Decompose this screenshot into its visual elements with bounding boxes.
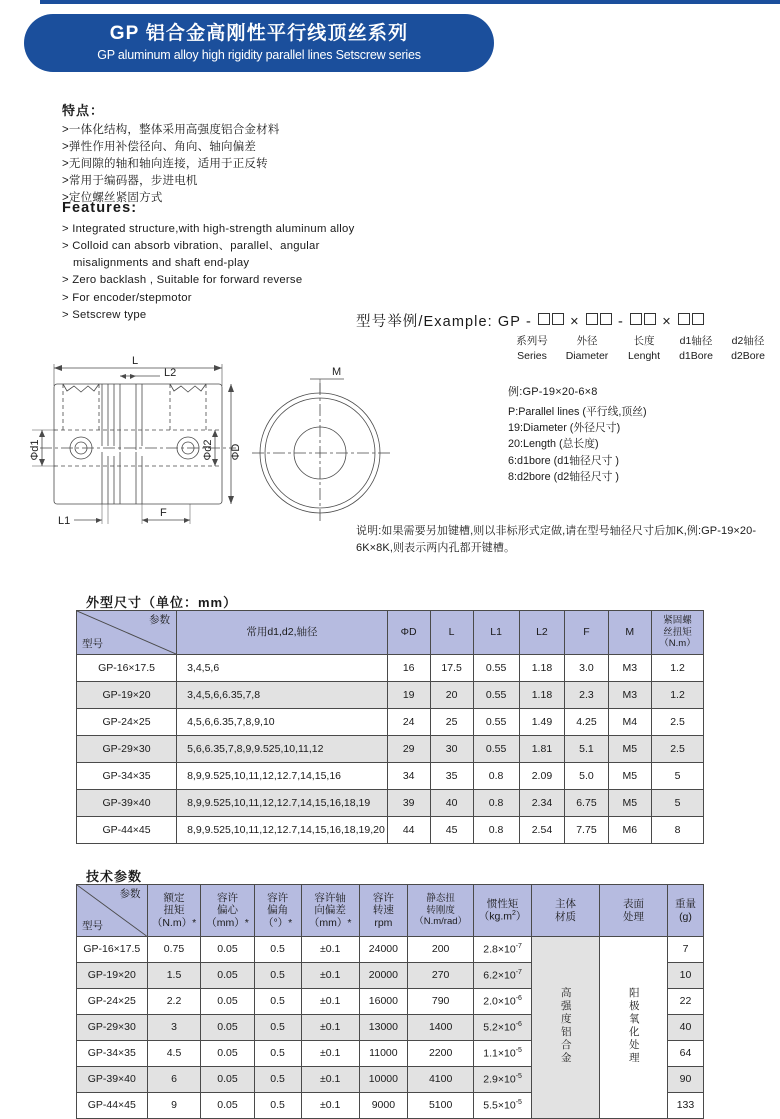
torque-header-line1: 紧固螺 bbox=[663, 614, 692, 626]
legend-cn-d2bore: d2轴径 bbox=[731, 335, 765, 347]
example-detail-list bbox=[508, 404, 647, 485]
hdr-line: 扭矩 bbox=[163, 904, 185, 917]
table2-corner-header bbox=[77, 885, 148, 937]
cell-stiffness: 270 bbox=[408, 963, 474, 989]
cell-weight: 7 bbox=[667, 937, 703, 963]
cell-eccentricity: 0.05 bbox=[201, 963, 254, 989]
cell-inertia bbox=[474, 1041, 532, 1067]
cell-bores: 5,6,6.35,7,8,9,9.525,10,11,12 bbox=[177, 736, 388, 763]
cell-angular: 0.5 bbox=[254, 1015, 301, 1041]
material-text: 高强度铝合金 bbox=[559, 986, 572, 1065]
cell-phiD: 39 bbox=[387, 790, 430, 817]
dimension-label-Phid2: Φd2 bbox=[202, 439, 214, 461]
table2-header-material bbox=[531, 885, 599, 937]
hdr-line: 偏心 bbox=[217, 904, 238, 917]
cell-F: 5.0 bbox=[565, 763, 608, 790]
inertia-exponent: -6 bbox=[515, 1020, 522, 1028]
cell-rated-torque: 1.5 bbox=[147, 963, 201, 989]
dimension-label-M: M bbox=[332, 366, 342, 378]
cell-L: 45 bbox=[430, 817, 473, 844]
legend-cn-d1bore: d1轴径 bbox=[679, 335, 713, 347]
example-sep-dash: - bbox=[618, 314, 624, 330]
cell-L1: 0.55 bbox=[473, 655, 519, 682]
cell-bores: 3,4,5,6,6.35,7,8 bbox=[177, 682, 388, 709]
cell-model: GP-24×25 bbox=[77, 709, 177, 736]
table2-header-eccentricity bbox=[201, 885, 254, 937]
cell-model: GP-44×45 bbox=[77, 1093, 148, 1119]
table2-header-weight bbox=[667, 885, 703, 937]
example-model-prefix: GP - bbox=[497, 314, 532, 330]
inertia-exponent: -5 bbox=[515, 1098, 522, 1106]
cell-stiffness: 790 bbox=[408, 989, 474, 1015]
inertia-mantissa: 2.0×10 bbox=[483, 995, 516, 1008]
example-detail-item: 8:d2bore (d2轴径尺寸 ) bbox=[508, 470, 620, 483]
cell-weight: 90 bbox=[667, 1067, 703, 1093]
cell-axial: ±0.1 bbox=[301, 1041, 359, 1067]
cell-M: M5 bbox=[608, 763, 652, 790]
cell-model: GP-29×30 bbox=[77, 1015, 148, 1041]
cell-L1: 0.55 bbox=[473, 709, 519, 736]
cell-model: GP-34×35 bbox=[77, 763, 177, 790]
cell-weight: 133 bbox=[667, 1093, 703, 1119]
cell-F: 6.75 bbox=[565, 790, 608, 817]
cell-L1: 0.8 bbox=[473, 817, 519, 844]
hdr-line: （mm）* bbox=[206, 916, 249, 929]
feature-item-en: > Integrated structure,with high-strength aluminum alloy bbox=[62, 223, 355, 235]
inertia-exponent: -5 bbox=[515, 1072, 522, 1080]
cell-stiffness: 1400 bbox=[408, 1015, 474, 1041]
legend-cn-length: 长度 bbox=[633, 335, 655, 347]
features-section-cn bbox=[62, 100, 482, 207]
cell-M: M5 bbox=[608, 790, 652, 817]
table1-header-bores: 常用d1,d2,轴径 bbox=[177, 611, 388, 655]
placeholder-box-icon bbox=[600, 313, 612, 325]
cell-L1: 0.8 bbox=[473, 790, 519, 817]
cell-bores: 3,4,5,6 bbox=[177, 655, 388, 682]
cell-model: GP-19×20 bbox=[77, 963, 148, 989]
cell-L: 40 bbox=[430, 790, 473, 817]
cell-weight: 10 bbox=[667, 963, 703, 989]
keyway-note: 说明:如果需要另加键槽,则以非标形式定做,请在型号轴径尺寸后加K,例:GP-19×20-6K×8K,则表示两内孔都开键槽。 bbox=[356, 525, 757, 555]
cell-L: 17.5 bbox=[430, 655, 473, 682]
features-heading-en: Features: bbox=[62, 200, 138, 216]
cell-rpm: 11000 bbox=[359, 1041, 407, 1067]
cell-phiD: 44 bbox=[387, 817, 430, 844]
cell-L2: 2.34 bbox=[519, 790, 565, 817]
feature-item-cn: >定位螺丝紧固方式 bbox=[62, 192, 163, 205]
hdr-line: （N.m）* bbox=[151, 916, 197, 929]
hdr-line: 主体 bbox=[554, 897, 576, 910]
cell-angular: 0.5 bbox=[254, 937, 301, 963]
hdr-line: 容许 bbox=[267, 891, 289, 904]
cell-model: GP-44×45 bbox=[77, 817, 177, 844]
corner-model-label: 型号 bbox=[82, 638, 103, 651]
table1-header-L2: L2 bbox=[519, 611, 565, 655]
specs-table-title: 技术参数 bbox=[86, 869, 143, 884]
banner-title-en: GP aluminum alloy high rigidity parallel lines Setscrew series bbox=[97, 47, 421, 62]
inertia-mantissa: 2.8×10 bbox=[483, 943, 516, 956]
inertia-exponent: -5 bbox=[515, 1046, 522, 1054]
banner-title-cn: GP 铝合金高刚性平行线顶丝系列 bbox=[109, 22, 409, 44]
table2-body bbox=[77, 937, 704, 1119]
hdr-line: 容许 bbox=[217, 891, 238, 904]
product-drawing-end-view bbox=[252, 335, 402, 535]
cell-L2: 2.54 bbox=[519, 817, 565, 844]
placeholder-box-icon bbox=[630, 313, 642, 325]
inertia-exponent: -6 bbox=[515, 994, 522, 1002]
surface-text: 阳极氧化处理 bbox=[627, 986, 640, 1065]
cell-phiD: 34 bbox=[387, 763, 430, 790]
cell-M: M3 bbox=[608, 655, 652, 682]
hdr-line: 额定 bbox=[163, 891, 185, 904]
page-banner bbox=[24, 14, 494, 72]
cell-torque: 8 bbox=[652, 817, 704, 844]
cell-M: M3 bbox=[608, 682, 652, 709]
cell-bores: 4,5,6,6.35,7,8,9,10 bbox=[177, 709, 388, 736]
example-detail-item: P:Parallel lines (平行线,顶丝) bbox=[508, 406, 647, 418]
table1-header-L: L bbox=[430, 611, 473, 655]
cell-phiD: 19 bbox=[387, 682, 430, 709]
cell-M: M5 bbox=[608, 736, 652, 763]
table1-header-phiD: ΦD bbox=[387, 611, 430, 655]
cell-phiD: 29 bbox=[387, 736, 430, 763]
hdr-line-inertia-unit: $(kg.m^2)$ bbox=[478, 910, 527, 923]
example-detail-item: 19:Diameter (外径尺寸) bbox=[508, 422, 621, 435]
table2-header-inertia bbox=[474, 885, 532, 937]
cell-rated-torque: 2.2 bbox=[147, 989, 201, 1015]
hdr-line: rpm bbox=[374, 916, 393, 929]
cell-L2: 1.18 bbox=[519, 655, 565, 682]
feature-item-cn: >弹性作用补偿径向、角向、轴向偏差 bbox=[62, 141, 257, 154]
dimensions-table bbox=[76, 610, 704, 844]
cell-angular: 0.5 bbox=[254, 963, 301, 989]
cell-weight: 64 bbox=[667, 1041, 703, 1067]
table-row bbox=[77, 790, 704, 817]
cell-angular: 0.5 bbox=[254, 989, 301, 1015]
example-detail-item: 20:Length (总长度) bbox=[508, 438, 599, 451]
legend-en-diameter: Diameter bbox=[565, 349, 609, 362]
table1-header-L1: L1 bbox=[473, 611, 519, 655]
inertia-mantissa: 2.9×10 bbox=[483, 1073, 516, 1086]
cell-model: GP-16×17.5 bbox=[77, 937, 148, 963]
cell-model: GP-29×30 bbox=[77, 736, 177, 763]
placeholder-box-icon bbox=[586, 313, 598, 325]
legend-en-length: Lenght bbox=[627, 349, 661, 362]
cell-rpm: 20000 bbox=[359, 963, 407, 989]
hdr-line: 重量 bbox=[674, 897, 696, 910]
cell-stiffness: 5100 bbox=[408, 1093, 474, 1119]
hdr-line: 偏角 bbox=[267, 904, 289, 917]
hdr-line: (g) bbox=[679, 910, 692, 923]
top-rule bbox=[40, 0, 780, 4]
legend-cn-diameter: 外径 bbox=[576, 335, 598, 347]
table-row bbox=[77, 682, 704, 709]
feature-item-cn: >无间隙的轴和轴向连接，适用于正反转 bbox=[62, 158, 268, 171]
cell-M: M4 bbox=[608, 709, 652, 736]
cell-stiffness: 2200 bbox=[408, 1041, 474, 1067]
table1-body bbox=[77, 655, 704, 844]
placeholder-box-icon bbox=[552, 313, 564, 325]
cell-inertia bbox=[474, 963, 532, 989]
cell-material bbox=[531, 937, 599, 1119]
inertia-exponent: -7 bbox=[515, 968, 522, 976]
cell-eccentricity: 0.05 bbox=[201, 1067, 254, 1093]
dimensions-table-title: 外型尺寸（单位：mm） bbox=[86, 595, 238, 610]
cell-rpm: 24000 bbox=[359, 937, 407, 963]
cell-weight: 40 bbox=[667, 1015, 703, 1041]
hdr-line: 容许 bbox=[372, 891, 394, 904]
table2-header-rpm bbox=[359, 885, 407, 937]
hdr-line: （N.m/rad） bbox=[414, 916, 468, 928]
cell-axial: ±0.1 bbox=[301, 963, 359, 989]
cell-bores: 8,9,9.525,10,11,12,12.7,14,15,16,18,19 bbox=[177, 790, 388, 817]
placeholder-box-icon bbox=[538, 313, 550, 325]
hdr-line: 处理 bbox=[622, 910, 644, 923]
table1-header-torque bbox=[652, 611, 704, 655]
cell-model: GP-39×40 bbox=[77, 790, 177, 817]
table1-corner-header bbox=[77, 611, 177, 655]
cell-inertia bbox=[474, 989, 532, 1015]
features-heading-cn: 特点： bbox=[62, 103, 105, 118]
hdr-line: 惯性矩 bbox=[486, 897, 519, 910]
feature-item-en: > Setscrew type bbox=[62, 308, 147, 321]
technical-specs-table bbox=[76, 884, 704, 1119]
cell-torque: 1.2 bbox=[652, 655, 704, 682]
cell-rated-torque: 6 bbox=[147, 1067, 201, 1093]
inertia-mantissa: 6.2×10 bbox=[483, 969, 516, 982]
cell-axial: ±0.1 bbox=[301, 989, 359, 1015]
table2-header-rated-torque bbox=[147, 885, 201, 937]
example-sep-x: × bbox=[662, 314, 672, 330]
hdr-line: 容许轴 bbox=[314, 891, 346, 904]
cell-L: 20 bbox=[430, 682, 473, 709]
hdr-line: 表面 bbox=[622, 897, 644, 910]
feature-item-en: misalignments and shaft end-play bbox=[73, 257, 250, 270]
placeholder-box-icon bbox=[644, 313, 656, 325]
hdr-line: （°）* bbox=[262, 916, 293, 929]
cell-F: 2.3 bbox=[565, 682, 608, 709]
features-section-en bbox=[62, 200, 492, 324]
cell-L2: 1.81 bbox=[519, 736, 565, 763]
cell-rpm: 9000 bbox=[359, 1093, 407, 1119]
cell-inertia bbox=[474, 937, 532, 963]
hdr-line: 材质 bbox=[554, 910, 576, 923]
hdr-line: （mm）* bbox=[308, 916, 352, 929]
cell-axial: ±0.1 bbox=[301, 937, 359, 963]
hdr-line: 静态扭 bbox=[426, 893, 455, 905]
table-row bbox=[77, 655, 704, 682]
cell-bores: 8,9,9.525,10,11,12,12.7,14,15,16 bbox=[177, 763, 388, 790]
cell-model: GP-16×17.5 bbox=[77, 655, 177, 682]
table2-header-axial bbox=[301, 885, 359, 937]
cell-bores: 8,9,9.525,10,11,12,12.7,14,15,16,18,19,20 bbox=[177, 817, 388, 844]
table-row bbox=[77, 937, 704, 963]
cell-torque: 1.2 bbox=[652, 682, 704, 709]
cell-axial: ±0.1 bbox=[301, 1067, 359, 1093]
cell-L1: 0.55 bbox=[473, 736, 519, 763]
cell-eccentricity: 0.05 bbox=[201, 937, 254, 963]
cell-rated-torque: 9 bbox=[147, 1093, 201, 1119]
inertia-mantissa: 5.2×10 bbox=[483, 1021, 516, 1034]
cell-surface bbox=[599, 937, 667, 1119]
model-example-title bbox=[356, 310, 705, 331]
cell-axial: ±0.1 bbox=[301, 1093, 359, 1119]
table1-header-F: F bbox=[565, 611, 608, 655]
feature-item-cn: >常用于编码器，步进电机 bbox=[62, 175, 198, 188]
cell-angular: 0.5 bbox=[254, 1067, 301, 1093]
legend-en-d1bore: d1Bore bbox=[679, 349, 713, 362]
cell-eccentricity: 0.05 bbox=[201, 1093, 254, 1119]
legend-en-series: Series bbox=[517, 349, 547, 362]
cell-torque: 5 bbox=[652, 763, 704, 790]
legend-cn-series: 系列号 bbox=[516, 335, 548, 347]
cell-eccentricity: 0.05 bbox=[201, 1015, 254, 1041]
cell-L: 30 bbox=[430, 736, 473, 763]
cell-F: 5.1 bbox=[565, 736, 608, 763]
cell-phiD: 24 bbox=[387, 709, 430, 736]
cell-L2: 1.18 bbox=[519, 682, 565, 709]
cell-F: 3.0 bbox=[565, 655, 608, 682]
model-example-legend bbox=[508, 334, 778, 364]
inertia-mantissa: 1.1×10 bbox=[483, 1047, 516, 1060]
hdr-line: 转速 bbox=[372, 904, 394, 917]
table2-header-stiffness bbox=[408, 885, 474, 937]
example-sep-x: × bbox=[570, 314, 580, 330]
inertia-exponent: -7 bbox=[515, 942, 522, 950]
cell-L: 25 bbox=[430, 709, 473, 736]
cell-model: GP-39×40 bbox=[77, 1067, 148, 1093]
feature-item-en: > Colloid can absorb vibration、parallel、angular bbox=[62, 240, 320, 253]
cell-rated-torque: 3 bbox=[147, 1015, 201, 1041]
cell-F: 4.25 bbox=[565, 709, 608, 736]
placeholder-box-icon bbox=[692, 313, 704, 325]
cell-L2: 2.09 bbox=[519, 763, 565, 790]
dimension-label-F: F bbox=[160, 507, 167, 519]
cell-rpm: 16000 bbox=[359, 989, 407, 1015]
table-row bbox=[77, 709, 704, 736]
legend-en-d2bore: d2Bore bbox=[731, 349, 765, 362]
corner-param-label: 参数 bbox=[149, 614, 171, 626]
feature-item-cn: >一体化结构，整体采用高强度铝合金材料 bbox=[62, 124, 280, 136]
cell-rpm: 10000 bbox=[359, 1067, 407, 1093]
cell-inertia bbox=[474, 1067, 532, 1093]
placeholder-box-icon bbox=[678, 313, 690, 325]
table2-header-angular bbox=[254, 885, 301, 937]
inertia-mantissa: 5.5×10 bbox=[483, 1099, 516, 1112]
cell-axial: ±0.1 bbox=[301, 1015, 359, 1041]
feature-item-en: > For encoder/stepmotor bbox=[62, 291, 192, 304]
torque-header-line3: （N.m） bbox=[659, 638, 696, 650]
cell-model: GP-34×35 bbox=[77, 1041, 148, 1067]
hdr-line: 转刚度 bbox=[426, 904, 455, 916]
cell-angular: 0.5 bbox=[254, 1041, 301, 1067]
table-row bbox=[77, 736, 704, 763]
cell-stiffness: 200 bbox=[408, 937, 474, 963]
dimension-label-PhiD: ΦD bbox=[230, 443, 242, 461]
table1-header-M: M bbox=[608, 611, 652, 655]
cell-rated-torque: 0.75 bbox=[147, 937, 201, 963]
cell-torque: 2.5 bbox=[652, 709, 704, 736]
cell-model: GP-24×25 bbox=[77, 989, 148, 1015]
cell-L2: 1.49 bbox=[519, 709, 565, 736]
cell-rpm: 13000 bbox=[359, 1015, 407, 1041]
table2-header-surface bbox=[599, 885, 667, 937]
dimension-label-L: L bbox=[132, 355, 139, 367]
cell-torque: 5 bbox=[652, 790, 704, 817]
dimension-label-L1: L1 bbox=[58, 515, 71, 527]
cell-inertia bbox=[474, 1015, 532, 1041]
hdr-line: 向偏差 bbox=[314, 904, 346, 917]
example-title-text: 型号举例/Example: bbox=[356, 314, 493, 330]
cell-weight: 22 bbox=[667, 989, 703, 1015]
cell-rated-torque: 4.5 bbox=[147, 1041, 201, 1067]
torque-header-line2: 丝扭矩 bbox=[663, 626, 692, 638]
example-detail-item: 6:d1bore (d1轴径尺寸 ) bbox=[508, 454, 620, 467]
cell-L: 35 bbox=[430, 763, 473, 790]
feature-item-en: > Zero backlash , Suitable for forward reverse bbox=[62, 274, 303, 287]
corner-param-label: 参数 bbox=[119, 888, 141, 900]
cell-eccentricity: 0.05 bbox=[201, 989, 254, 1015]
dimension-label-L2: L2 bbox=[164, 367, 177, 379]
cell-M: M6 bbox=[608, 817, 652, 844]
cell-phiD: 16 bbox=[387, 655, 430, 682]
cell-angular: 0.5 bbox=[254, 1093, 301, 1119]
cell-F: 7.75 bbox=[565, 817, 608, 844]
dimension-label-Phid1: Φd1 bbox=[29, 439, 41, 461]
corner-model-label: 型号 bbox=[82, 920, 103, 933]
cell-model: GP-19×20 bbox=[77, 682, 177, 709]
cell-L1: 0.55 bbox=[473, 682, 519, 709]
cell-stiffness: 4100 bbox=[408, 1067, 474, 1093]
table-row bbox=[77, 817, 704, 844]
cell-eccentricity: 0.05 bbox=[201, 1041, 254, 1067]
table-row bbox=[77, 763, 704, 790]
cell-L1: 0.8 bbox=[473, 763, 519, 790]
example-model-string: 例:GP-19×20-6×8 bbox=[508, 386, 598, 398]
cell-torque: 2.5 bbox=[652, 736, 704, 763]
